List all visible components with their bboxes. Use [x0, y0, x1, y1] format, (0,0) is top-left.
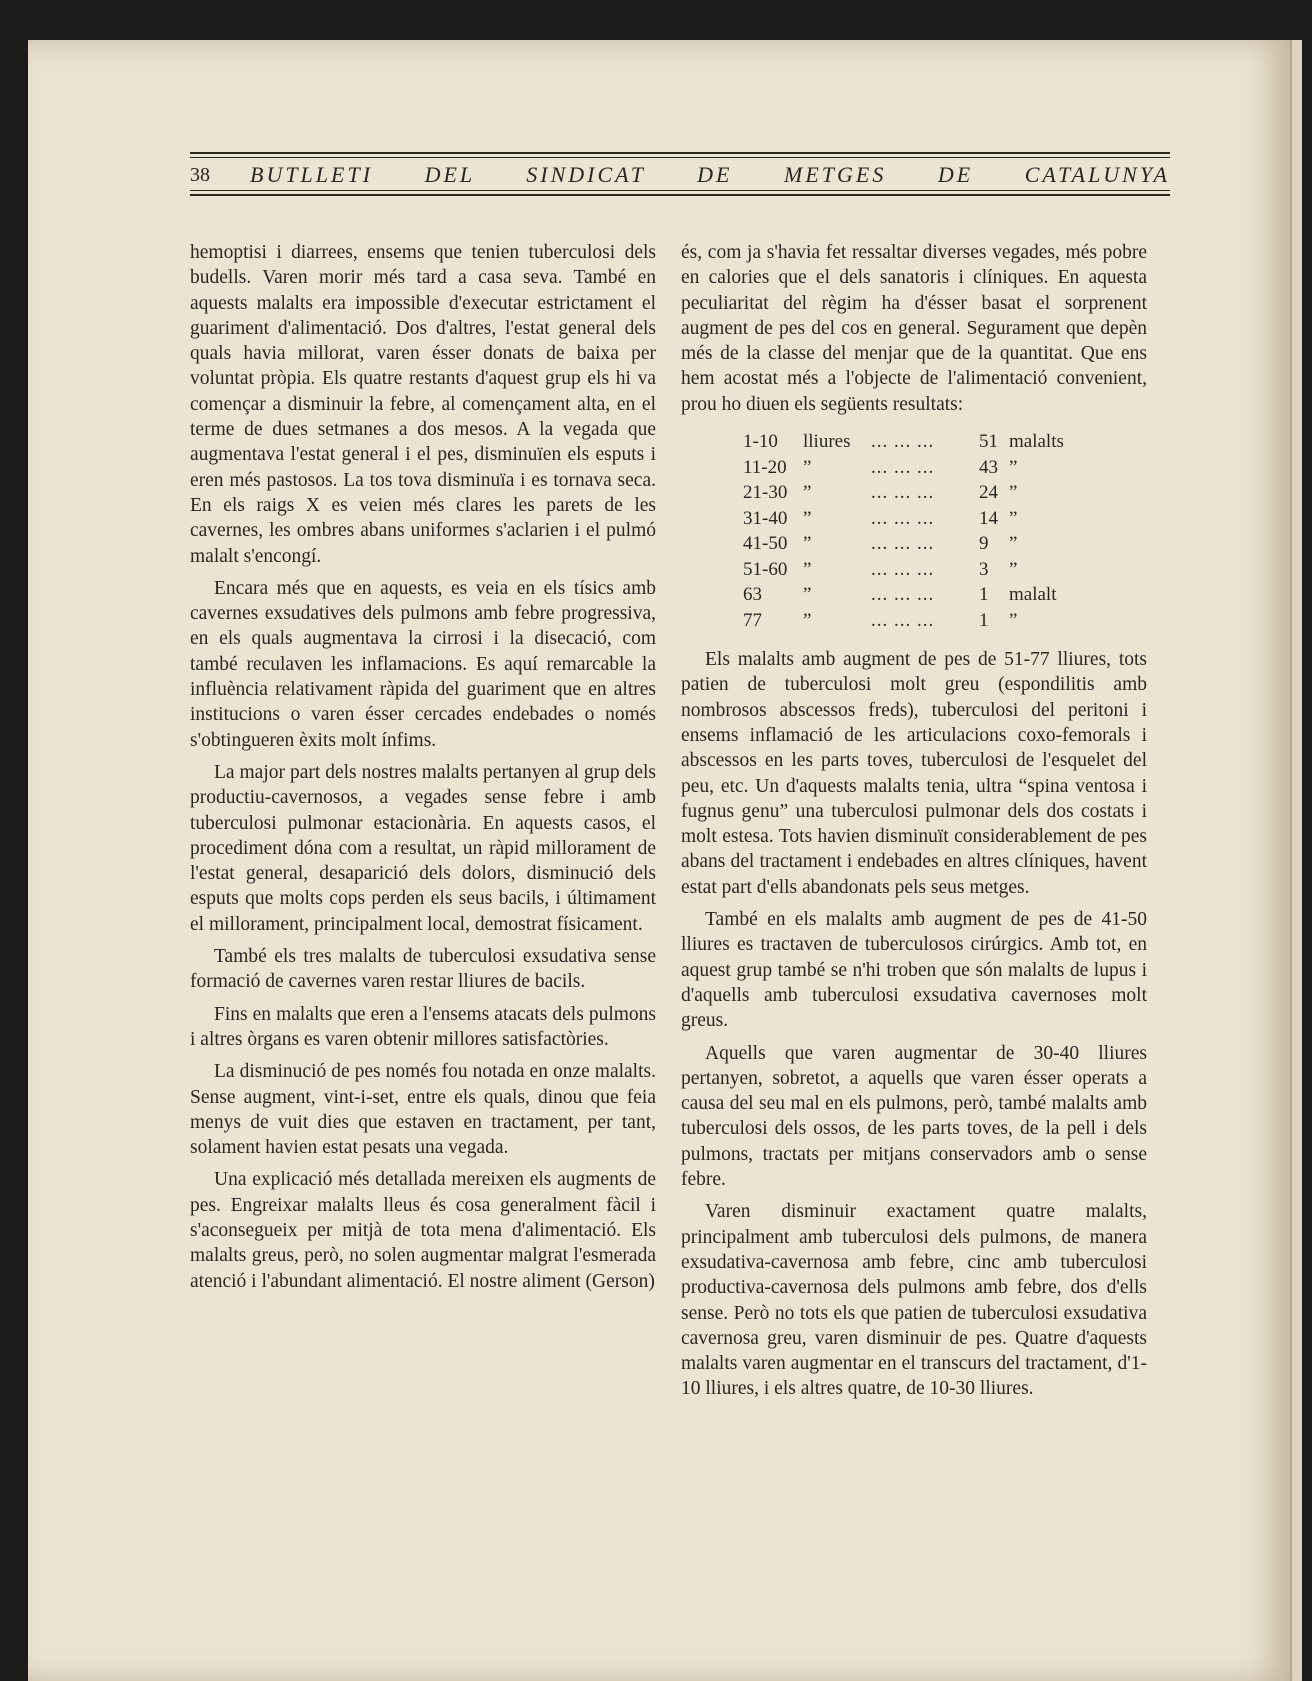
paragraph: Fins en malalts que eren a l'ensems atacats dels pulmons i altres òrgans es varen obtenir millores satisfactòries. — [190, 1003, 656, 1050]
patient-count: 14 — [979, 507, 998, 529]
page-edge — [1290, 40, 1302, 1681]
weight-unit: ” — [803, 456, 812, 478]
weight-unit: lliures — [803, 431, 851, 453]
patient-label: malalt — [1009, 584, 1057, 606]
patient-count: 9 — [979, 533, 989, 555]
patient-label: ” — [1009, 507, 1018, 529]
weight-range: 1-10 — [743, 431, 778, 453]
patient-label: ” — [1009, 533, 1018, 555]
patient-label: ” — [1009, 482, 1018, 504]
leader-dots: ... ... ... — [871, 584, 935, 606]
table-row — [743, 582, 1147, 608]
paragraph: Aquells que varen augmentar de 30-40 lliures pertanyen, sobretot, a aquells que varen ésser operats a causa del seu mal en els pulmons, però, també malalts amb tuberculosi dels ossos, de les parts toves, de la pell i dels pulmons, tractats per mitjans conservadors amb o sense febre. — [681, 1042, 1147, 1191]
patient-count: 1 — [979, 584, 989, 606]
paragraph: Varen disminuir exactament quatre malalts, principalment amb tuberculosi dels pulmons, de manera exsudativa-cavernosa amb febre, cinc amb tuberculosi productiva-cavernosa dels pulmons amb febre, dos d'ells sense. Però no tots els que patien de tuberculosi exsudativa cavernosa greu, varen disminuir de pes. Quatre d'aquests malalts varen augmentar en el transcurs del tractament, d'1-10 lliures, i els altres quatre, de 10-30 lliures. — [681, 1201, 1147, 1400]
weight-range: 11-20 — [743, 456, 787, 478]
weight-range: 51-60 — [743, 558, 788, 580]
weight-range: 63 — [743, 584, 762, 606]
weight-unit: ” — [803, 584, 812, 606]
paragraph: També en els malalts amb augment de pes de 41-50 lliures es tractaven de tuberculosos cirúrgics. Amb tot, en aquest grup també se n'hi troben que són malalts de lupus i d'aquells amb tuberculosi exsudativa cavernoses molt greus. — [681, 909, 1147, 1032]
weight-gain-table — [743, 429, 1147, 633]
table-row — [743, 429, 1147, 455]
weight-range: 77 — [743, 609, 762, 631]
leader-dots: ... ... ... — [871, 456, 935, 478]
table-row — [743, 557, 1147, 583]
header-rule-top — [190, 152, 1170, 154]
weight-range: 41-50 — [743, 533, 788, 555]
paragraph: Encara més que en aquests, es veia en els tísics amb cavernes exsudatives dels pulmons amb febre progressiva, en els quals augmentava la cirrosi i la disecació, com també reculaven les inflamacions. Es aquí remarcable la influència relativament ràpida del guariment que en altres institucions o varen ésser cercades endebades o només s'obtingueren èxits molt ínfims. — [190, 577, 656, 751]
paragraph: La major part dels nostres malalts pertanyen al grup dels productiu-cavernosos, a vegades sense febre i amb tuberculosi pulmonar estacionària. En aquests casos, el procediment dóna com a resultat, un ràpid millorament de l'estat general, desaparició dels dolors, disminució dels esputs que molts cops perden els seus bacils, i últimament el millorament, principalment local, demostrat físicament. — [190, 761, 656, 935]
paragraph: Una explicació més detallada mereixen els augments de pes. Engreixar malalts lleus és cosa generalment fàcil i s'aconsegueix per mitjà de tota mena d'alimentació. Els malalts greus, però, no solen augmentar malgrat l'esmerada atenció i l'abundant alimentació. El nostre aliment (Gerson) — [190, 1169, 656, 1292]
right-column — [681, 240, 1147, 1409]
page-header — [190, 107, 1170, 187]
journal-title: BUTLLETI DEL SINDICAT DE METGES DE CATALUNYA — [250, 162, 1170, 187]
patient-count: 1 — [979, 609, 989, 631]
patient-count: 43 — [979, 456, 998, 478]
table-row — [743, 506, 1147, 532]
weight-unit: ” — [803, 507, 812, 529]
patient-count: 24 — [979, 482, 998, 504]
header-row — [190, 160, 1170, 190]
leader-dots: ... ... ... — [871, 482, 935, 504]
weight-unit: ” — [803, 609, 812, 631]
leader-dots: ... ... ... — [871, 431, 935, 453]
table-row — [743, 480, 1147, 506]
table-row — [743, 608, 1147, 634]
weight-unit: ” — [803, 482, 812, 504]
header-rule-bottom-thin — [190, 190, 1170, 191]
patient-count: 3 — [979, 558, 989, 580]
paragraph: hemoptisi i diarrees, ensems que tenien tuberculosi dels budells. Varen morir més tard a casa seva. També en aquests malalts era impossible d'executar estrictament el guariment d'alimentació. Dos d'altres, l'estat general dels quals havia millorat, varen ésser donats de baixa per voluntat pròpia. Els quatre restants d'aquest grup els hi va començar a disminuir la febre, al començament alta, en el terme de dues setmanes a dos mesos. A la vegada que augmentava l'estat general i el pes, disminuïen els esputs i eren més pastosos. La tos tova disminuïa i es tornava seca. En els raigs X es veien més clares les parets de les cavernes, les ombres abans uniformes s'aclarien i el pulmó malalt s'encongí. — [190, 242, 656, 567]
page-number: 38 — [190, 163, 210, 186]
weight-range: 31-40 — [743, 507, 788, 529]
patient-label: ” — [1009, 558, 1018, 580]
table-row — [743, 455, 1147, 481]
leader-dots: ... ... ... — [871, 507, 935, 529]
patient-label: ” — [1009, 609, 1018, 631]
leader-dots: ... ... ... — [871, 533, 935, 555]
paragraph: Els malalts amb augment de pes de 51-77 lliures, tots patien de tuberculosi molt greu (espondilitis amb nombrosos abscessos freds), tuberculosi del peritoni i ensems inflamació de les articulacions coxo-femorals i abscessos en les parts toves, tuberculosi de l'esquelet del peu, etc. Un d'aquests malalts tenia, ultra “spina ventosa i fugnus genu” una tuberculosi pulmonar dels dos costats i molt estesa. Tots havien disminuït considerablement de pes abans del tractament i endebades en altres clíniques, havent estat part d'ells abandonats pels seus metges. — [681, 649, 1147, 898]
patient-label: ” — [1009, 456, 1018, 478]
paragraph: és, com ja s'havia fet ressaltar diverses vegades, més pobre en calories que el dels sanatoris i clíniques. En aquesta peculiaritat del règim ha d'ésser basat el sorprenent augment de pes del cos en general. Segurament que depèn més de la classe del menjar que de la quantitat. Que ens hem acostat més a l'objecte de l'alimentació convenient, prou ho diuen els següents resultats: — [681, 242, 1147, 415]
table-row — [743, 531, 1147, 557]
header-rule-top-thin — [190, 157, 1170, 158]
leader-dots: ... ... ... — [871, 558, 935, 580]
patient-count: 51 — [979, 431, 998, 453]
paragraph: La disminució de pes només fou notada en onze malalts. Sense augment, vint-i-set, entre els quals, dinou que feia menys de vuit dies que estaven en tractament, per tant, solament havien estat pesats una vegada. — [190, 1061, 656, 1159]
header-rule-bottom — [190, 194, 1170, 196]
weight-range: 21-30 — [743, 482, 788, 504]
leader-dots: ... ... ... — [871, 609, 935, 631]
weight-unit: ” — [803, 533, 812, 555]
left-column — [190, 240, 656, 1301]
paragraph: També els tres malalts de tuberculosi exsudativa sense formació de cavernes varen restar lliures de bacils. — [190, 946, 656, 993]
weight-unit: ” — [803, 558, 812, 580]
patient-label: malalts — [1009, 431, 1064, 453]
